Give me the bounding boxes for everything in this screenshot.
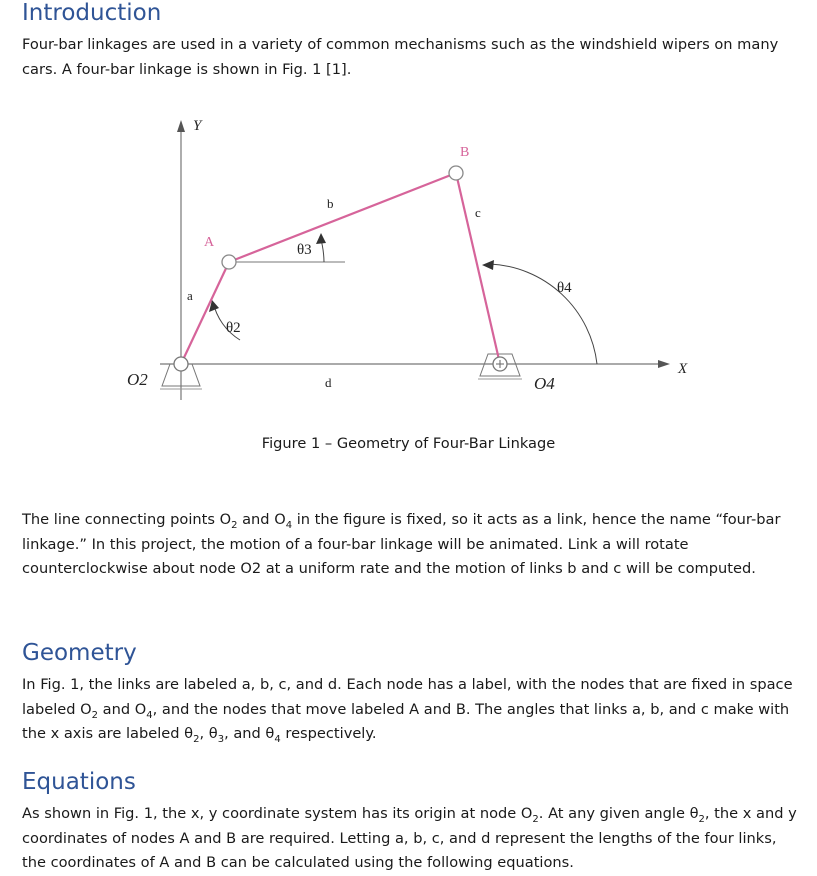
node-a-label: A bbox=[204, 235, 215, 250]
equations-sub-1: 2 bbox=[532, 813, 539, 825]
y-axis-label: Y bbox=[193, 118, 202, 134]
geometry-sub-2: 4 bbox=[146, 709, 153, 721]
node-o2-joint bbox=[174, 357, 188, 371]
link-c-label: c bbox=[475, 205, 481, 220]
introduction-heading: Introduction bbox=[22, 0, 162, 26]
geometry-text-4: , θ bbox=[199, 725, 218, 742]
x-axis-label: X bbox=[678, 361, 688, 377]
fixed-link-text-3: in the figure is fixed, so it acts as a link, hence the name “four-bar linkage.” In this project, the motion of a four-bar linkage will be animated. Link a will rotate counterclockwise about node O2 at a uniform rate and the motion of links b and c will be computed. bbox=[22, 511, 781, 577]
theta2-label: θ2 bbox=[226, 320, 241, 336]
equations-text-2: . At any given angle θ bbox=[538, 805, 699, 822]
geometry-sub-3: 2 bbox=[193, 733, 200, 745]
four-bar-linkage-figure bbox=[115, 110, 705, 410]
node-a-joint bbox=[222, 255, 236, 269]
geometry-text-5: , and θ bbox=[224, 725, 275, 742]
fixed-link-paragraph bbox=[22, 508, 804, 582]
theta4-label: θ4 bbox=[557, 280, 572, 296]
link-d-label: d bbox=[325, 375, 332, 390]
geometry-text-6: respectively. bbox=[280, 725, 377, 742]
node-b-joint bbox=[449, 166, 463, 180]
geometry-text-2: and O bbox=[98, 700, 147, 718]
theta3-label: θ3 bbox=[297, 242, 312, 258]
o4-label: O4 bbox=[534, 374, 555, 393]
fixed-link-text-2: and O bbox=[237, 511, 286, 528]
equations-text-3: , the x and y coordinates of nodes A and B are required. Letting a, b, c, and d represent the lengths of the four links, the coordinates of A and B can be calculated using the following equations. bbox=[22, 805, 797, 871]
figure-caption: Figure 1 – Geometry of Four-Bar Linkage bbox=[261, 435, 556, 452]
equations-sub-2: 2 bbox=[698, 813, 705, 825]
introduction-paragraph: Four-bar linkages are used in a variety of common mechanisms such as the windshield wipers on many cars. A four-bar linkage is shown in Fig. 1 [1]. bbox=[22, 36, 779, 78]
geometry-paragraph bbox=[22, 673, 804, 747]
x-axis-arrow bbox=[658, 360, 670, 368]
node-b-label: B bbox=[460, 145, 470, 160]
y-axis-arrow bbox=[177, 120, 185, 132]
geometry-text-3: , and the nodes that move labeled A and B. The angles that links a, b, and c make with the x axis are labeled θ bbox=[22, 700, 790, 742]
theta3-arrow bbox=[316, 233, 326, 244]
geometry-sub-4: 3 bbox=[217, 733, 225, 745]
equations-text-1: As shown in Fig. 1, the x, y coordinate system has its origin at node O bbox=[22, 805, 533, 822]
theta4-arc bbox=[490, 264, 597, 364]
theta4-arrow bbox=[482, 260, 494, 270]
geometry-sub-5: 4 bbox=[274, 733, 281, 745]
equations-paragraph bbox=[22, 802, 804, 876]
link-b bbox=[229, 173, 456, 262]
fixed-link-sub-2: 4 bbox=[285, 519, 293, 531]
equations-heading: Equations bbox=[22, 769, 136, 795]
link-b-label: b bbox=[327, 196, 334, 211]
fixed-link-sub-1: 2 bbox=[231, 519, 238, 531]
link-a bbox=[181, 262, 229, 364]
link-a-label: a bbox=[187, 288, 193, 303]
link-c bbox=[456, 173, 500, 364]
geometry-text-1: In Fig. 1, the links are labeled a, b, c, and d. Each node has a label, with the nodes that are fixed in space labeled O bbox=[22, 676, 793, 718]
geometry-sub-1: 2 bbox=[91, 709, 99, 721]
o2-label: O2 bbox=[127, 370, 148, 389]
geometry-heading: Geometry bbox=[22, 640, 137, 666]
fixed-link-text-1: The line connecting points O bbox=[22, 511, 232, 528]
